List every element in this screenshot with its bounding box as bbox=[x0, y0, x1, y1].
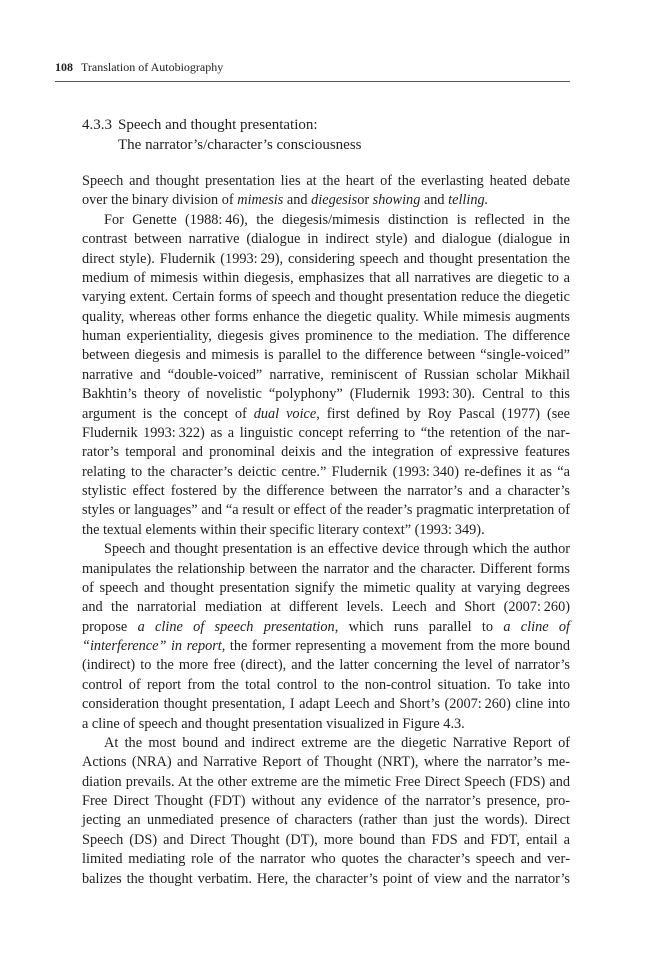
section-number: 4.3.3 bbox=[82, 117, 112, 133]
text-run: For Genette (1988: 46), the diegesis/mimesis distinction is reflected in the contrast between narrative (dialogue in indirect style) and dialogue (dialogue in direct style). Fludernik (1993: 29), considering speech and thought presentation the medium of mimesis within diegesis, emphasizes that all narratives are diegetic to a varying extent. Certain forms of speech and thought presentation reduce the diegetic quality, whereas other forms enhance the diegetic quality. While mimesis augments human experientiality, diegesis gives prominence to the mediation. The difference between diegesis and mimesis is parallel to the difference between “single-voiced” narrative and “double-voiced” narrative, reminiscent of Russian scholar Mikhail Bakhtin’s theory of novelistic “polyphony” (Fludernik 1993: 30). Central to this argument is the concept of bbox=[82, 211, 570, 422]
text-run: or bbox=[357, 192, 373, 209]
text-run: At the most bound and indirect extreme are the diegetic Narrative Report of Actions (NRA) and Narrative Report of Thought (NRT), where the narrator’s mediation prevails. At the other extreme are the mimetic Free Direct Speech (FDS) and Free Direct Thought (FDT) without any evidence of the narrator’s presence, projecting an unmediated presence of characters (rather than just the words). Direct Speech (DS) and Direct Thought (DT), more bound than FDS and FDT, entail a limited mediating role of the narrator who quotes the character’s speech and verbalizes the thought verbatim. Here, the character’s point of view and the narrator’s bbox=[82, 734, 570, 887]
italic-term: a cline of speech presentation bbox=[137, 618, 335, 635]
italic-term: dual voice bbox=[253, 405, 317, 422]
running-head bbox=[55, 59, 570, 82]
italic-term: telling. bbox=[448, 192, 489, 209]
page-number: 108 bbox=[55, 60, 73, 74]
text-run: Speech and thought presentation is an effective device through which the author manipulates the relationship between the narrator and the character. Different forms of speech and thought presentation signify the mimetic quality at varying degrees and the narratorial mediation at different levels. Leech and Short (2007: 260) propose bbox=[82, 541, 570, 635]
italic-term: a cline of “interference” in report bbox=[82, 618, 571, 654]
text-run: , the former representing a movement from the more bound (indirect) to the more free (direct), and the latter concerning the level of narrator’s control of report from the total control to the non-control situation. To take into consideration thought presentation, I adapt Leech and Short’s (2007: 260) cline into a cline of speech and thought presentation visualized in Figure 4.3. bbox=[82, 638, 571, 732]
section-title-line2: The narrator’s/character’s consciousness bbox=[118, 136, 362, 153]
section-title-line1: Speech and thought presentation: bbox=[118, 117, 318, 133]
text-run: Speech and thought presentation lies at the heart of the everlasting heated debate over the binary division of bbox=[82, 173, 570, 209]
paragraph-3 bbox=[82, 540, 570, 734]
text-run: and bbox=[283, 192, 312, 209]
running-title: Translation of Autobiography bbox=[81, 60, 224, 74]
body-text bbox=[82, 172, 570, 889]
section-heading-line1 bbox=[82, 116, 570, 136]
italic-term: diegesis bbox=[311, 192, 358, 209]
section-heading bbox=[82, 116, 570, 155]
italic-term: showing bbox=[372, 192, 421, 209]
paragraph-2 bbox=[82, 211, 570, 540]
italic-term: mimesis bbox=[237, 192, 284, 209]
text-run: , first defined by Roy Pascal (1977) (see Fludernik 1993: 322) as a linguistic concept referring to “the retention of the narrator’s temporal and pronominal deixis and the integration of expressive features relating to the character’s deictic centre.” Fludernik (1993: 340) re-defines it as “a stylistic effect fostered by the difference between the narrator’s and a character’s styles or languages” and “a result or effect of the reader’s pragmatic interpretation of the textual elements within their specific literary context” (1993: 349). bbox=[82, 405, 570, 538]
paragraph-1 bbox=[82, 172, 570, 211]
paragraph-4 bbox=[82, 734, 570, 889]
text-run: , which runs parallel to bbox=[334, 618, 504, 635]
text-run: and bbox=[420, 192, 449, 209]
